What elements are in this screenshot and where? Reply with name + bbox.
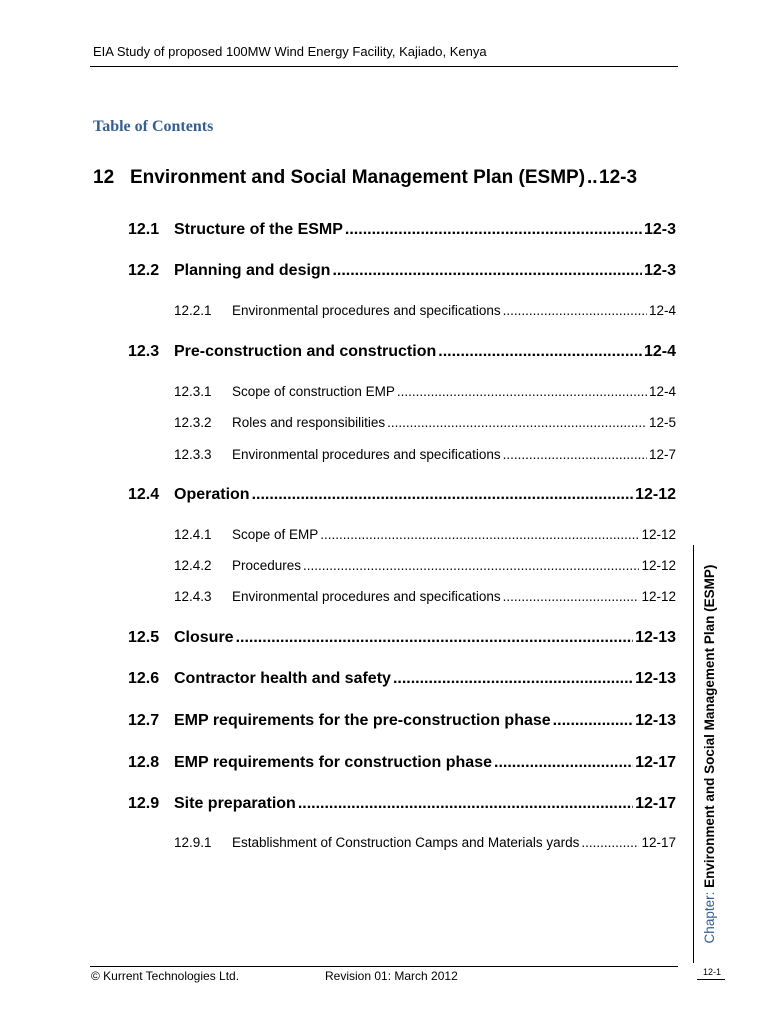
toc-entry-number: 12.1 xyxy=(128,221,160,238)
footer-page-rule xyxy=(697,979,725,980)
toc-entry-title: Environment and Social Management Plan (ESMP) xyxy=(130,167,586,188)
toc-entry[interactable] xyxy=(174,384,676,399)
toc-entry-title: Site preparation xyxy=(174,795,296,812)
toc-entry-title: EMP requirements for construction phase xyxy=(174,754,492,771)
toc-entry-page: 12-13 xyxy=(635,712,676,729)
toc-entry-title: Procedures xyxy=(232,558,302,573)
toc-entry[interactable] xyxy=(174,589,676,604)
toc-entry[interactable] xyxy=(128,670,676,688)
toc-leader xyxy=(581,835,639,850)
toc-entry-number: 12.5 xyxy=(128,629,160,646)
toc-entry-number: 12.4 xyxy=(128,486,160,503)
toc-entry-number: 12.9.1 xyxy=(174,835,212,850)
toc-leader xyxy=(345,221,642,239)
toc-entry-page: 12-17 xyxy=(635,795,676,812)
toc-entry-page: 12-3 xyxy=(643,262,676,279)
toc-entry-page: 12-3 xyxy=(599,167,638,188)
toc-entry-page: 12-12 xyxy=(641,558,676,573)
toc-entry-number: 12.8 xyxy=(128,754,160,771)
toc-entry[interactable] xyxy=(174,447,676,462)
toc-entry[interactable] xyxy=(128,343,676,361)
toc-entry-page: 12-4 xyxy=(643,343,676,360)
toc-entry-page: 12-3 xyxy=(643,221,676,238)
toc-entry-title: Scope of construction EMP xyxy=(232,384,395,399)
toc-entry[interactable] xyxy=(128,795,676,813)
toc-entry-title: Scope of EMP xyxy=(232,527,319,542)
toc-leader xyxy=(553,712,633,730)
toc-entry-number: 12.2.1 xyxy=(174,303,212,318)
footer-copyright: © Kurrent Technologies Ltd. xyxy=(91,969,240,983)
toc-entry[interactable] xyxy=(174,415,676,430)
toc-entry-number: 12.9 xyxy=(128,795,160,812)
toc-entry[interactable] xyxy=(128,712,676,730)
running-header: EIA Study of proposed 100MW Wind Energy Facility, Kajiado, Kenya xyxy=(93,44,487,59)
toc-entry-number: 12.3.2 xyxy=(174,415,212,430)
toc-entry[interactable] xyxy=(128,262,676,280)
toc-leader xyxy=(438,343,642,361)
toc-leader xyxy=(503,447,647,462)
toc-leader xyxy=(587,167,597,189)
toc-leader xyxy=(387,415,647,430)
toc-entry[interactable] xyxy=(174,527,676,542)
toc-entry-title: Closure xyxy=(174,629,234,646)
toc-entry-title: Planning and design xyxy=(174,262,331,279)
toc-entry-number: 12.4.2 xyxy=(174,558,212,573)
toc-leader xyxy=(397,384,647,399)
side-tab-title: Environment and Social Management Plan (ESMP) xyxy=(702,564,717,888)
toc-entry-number: 12.3 xyxy=(128,343,160,360)
toc-entry-number: 12.4.1 xyxy=(174,527,212,542)
toc-entry-title: Operation xyxy=(174,486,250,503)
toc-heading: Table of Contents xyxy=(93,118,214,135)
side-tab-rule xyxy=(693,545,694,963)
toc-leader xyxy=(503,589,640,604)
toc-entry-number: 12.3.3 xyxy=(174,447,212,462)
toc-entry-page: 12-17 xyxy=(641,835,676,850)
toc-entry-number: 12.7 xyxy=(128,712,160,729)
side-tab-label: Chapter: xyxy=(702,891,717,944)
toc-entry-page: 12-7 xyxy=(648,447,676,462)
toc-entry-number: 12.4.3 xyxy=(174,589,212,604)
toc-entry-page: 12-4 xyxy=(648,303,676,318)
toc-entry-title: EMP requirements for the pre-construction phase xyxy=(174,712,551,729)
toc-entry-title: Environmental procedures and specifications xyxy=(232,303,501,318)
toc-entry-number: 12.2 xyxy=(128,262,160,279)
footer-page-number: 12-1 xyxy=(703,967,722,977)
toc-entry-number: 12 xyxy=(93,167,115,188)
side-chapter-tab xyxy=(697,545,727,963)
toc-chapter-entry[interactable] xyxy=(93,167,676,189)
footer-revision: Revision 01: March 2012 xyxy=(325,969,458,983)
toc-entry-title: Pre-construction and construction xyxy=(174,343,437,360)
toc-leader xyxy=(252,486,634,504)
toc-leader xyxy=(320,527,639,542)
toc-entry-title: Contractor health and safety xyxy=(174,670,391,687)
header-rule xyxy=(90,66,678,67)
toc-entry-title: Establishment of Construction Camps and Materials yards xyxy=(232,835,580,850)
toc-entry[interactable] xyxy=(174,835,676,850)
toc-entry-page: 12-13 xyxy=(635,629,676,646)
toc-entry-page: 12-12 xyxy=(641,527,676,542)
footer-rule xyxy=(90,966,678,967)
toc-leader xyxy=(332,262,642,280)
toc-entry-page: 12-12 xyxy=(635,486,676,503)
toc-entry-number: 12.6 xyxy=(128,670,160,687)
toc-entry[interactable] xyxy=(174,303,676,318)
toc-entry-title: Environmental procedures and specifications xyxy=(232,447,501,462)
toc-entry-page: 12-4 xyxy=(648,384,676,399)
toc-entry-page: 12-5 xyxy=(648,415,676,430)
toc-entry[interactable] xyxy=(128,221,676,239)
toc-entry-title: Structure of the ESMP xyxy=(174,221,343,238)
toc-leader xyxy=(494,754,633,772)
toc-entry-page: 12-12 xyxy=(641,589,676,604)
toc-entry-title: Environmental procedures and specifications xyxy=(232,589,501,604)
toc-entry-page: 12-13 xyxy=(635,670,676,687)
toc-entry[interactable] xyxy=(128,486,676,504)
toc-entry[interactable] xyxy=(174,558,676,573)
toc-entry-title: Roles and responsibilities xyxy=(232,415,386,430)
toc-leader xyxy=(503,303,647,318)
toc-leader xyxy=(298,795,633,813)
toc-entry-page: 12-17 xyxy=(635,754,676,771)
toc-entry-number: 12.3.1 xyxy=(174,384,212,399)
toc-entry[interactable] xyxy=(128,629,676,647)
toc-leader xyxy=(393,670,633,688)
toc-leader xyxy=(303,558,639,573)
toc-entry[interactable] xyxy=(128,754,676,772)
toc-leader xyxy=(236,629,634,647)
